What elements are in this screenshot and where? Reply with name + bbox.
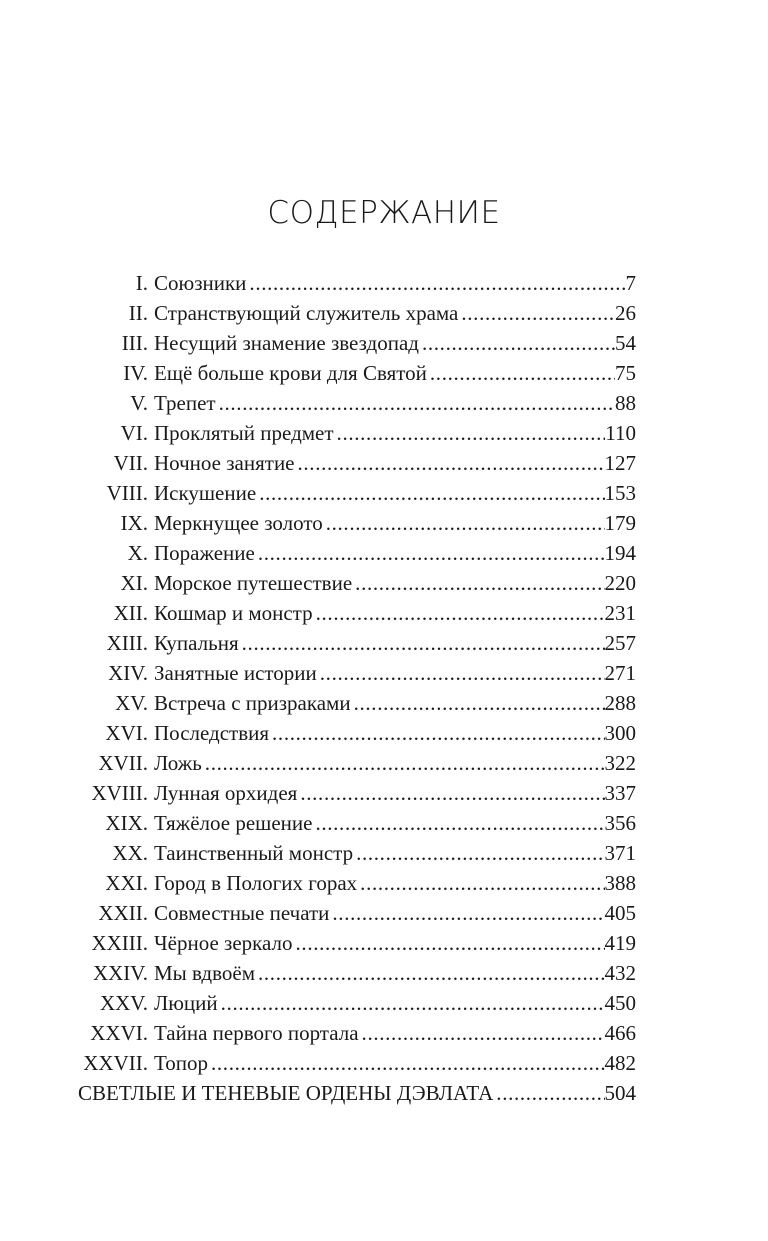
- dot-leader: [329, 898, 604, 928]
- dot-leader: [352, 568, 604, 598]
- chapter-number: XX.: [112, 841, 148, 865]
- chapter-title: Лунная орхидея: [154, 781, 298, 805]
- toc-entry[interactable]: [70, 868, 636, 898]
- toc-entry[interactable]: [70, 328, 636, 358]
- chapter-title: Кошмар и монстр: [154, 601, 313, 625]
- chapter-title: Проклятый предмет: [154, 421, 334, 445]
- chapter-title: Странствующий служитель храма: [154, 301, 459, 325]
- dot-leader: [353, 838, 604, 868]
- chapter-number: XI.: [120, 571, 148, 595]
- dot-leader: [269, 718, 604, 748]
- chapter-title: Трепет: [154, 391, 216, 415]
- toc-entry[interactable]: [70, 718, 636, 748]
- toc-entry[interactable]: [70, 538, 636, 568]
- dot-leader: [419, 328, 615, 358]
- chapter-number: XIII.: [106, 631, 148, 655]
- page-number: 300: [604, 721, 636, 745]
- page-number: 450: [604, 991, 636, 1015]
- page-number: 288: [604, 691, 636, 715]
- dot-leader: [493, 1078, 604, 1108]
- dot-leader: [317, 658, 605, 688]
- chapter-number: II.: [128, 301, 148, 325]
- page-number: 110: [605, 421, 636, 445]
- toc-entry[interactable]: [70, 448, 636, 478]
- chapter-title: Топор: [154, 1051, 208, 1075]
- dot-leader: [246, 268, 625, 298]
- dot-leader: [202, 748, 605, 778]
- page-number: 466: [604, 1021, 636, 1045]
- toc-entry[interactable]: [70, 1048, 636, 1078]
- page-title: СОДЕРЖАНИЕ: [267, 195, 501, 231]
- toc-entry[interactable]: [70, 958, 636, 988]
- dot-leader: [216, 388, 615, 418]
- page-number: 153: [604, 481, 636, 505]
- page-number: 271: [604, 661, 636, 685]
- appendix-title: СВЕТЛЫЕ И ТЕНЕВЫЕ ОРДЕНЫ ДЭВЛАТА: [78, 1081, 494, 1105]
- toc-entry[interactable]: [70, 838, 636, 868]
- chapter-title: Последствия: [154, 721, 270, 745]
- page-number: 220: [604, 571, 636, 595]
- dot-leader: [255, 538, 605, 568]
- toc-entry[interactable]: [70, 658, 636, 688]
- chapter-number: XVII.: [98, 751, 148, 775]
- chapter-number: XVIII.: [91, 781, 148, 805]
- chapter-title: Ложь: [154, 751, 202, 775]
- page-number: 257: [604, 631, 636, 655]
- page-number: 388: [604, 871, 636, 895]
- page-number: 432: [604, 961, 636, 985]
- toc-entry[interactable]: [70, 808, 636, 838]
- dot-leader: [295, 448, 605, 478]
- page-number: 322: [604, 751, 636, 775]
- toc-entry[interactable]: [70, 568, 636, 598]
- page-number: 482: [604, 1051, 636, 1075]
- page-number: 337: [604, 781, 636, 805]
- chapter-number: VI.: [120, 421, 148, 445]
- toc-entry-appendix[interactable]: [70, 1078, 636, 1108]
- dot-leader: [256, 478, 604, 508]
- page-number: 504: [604, 1081, 636, 1105]
- chapter-title: Таинственный монстр: [154, 841, 354, 865]
- toc-entry[interactable]: [70, 688, 636, 718]
- page-number: 405: [604, 901, 636, 925]
- chapter-number: I.: [135, 271, 148, 295]
- dot-leader: [334, 418, 606, 448]
- chapter-number: VII.: [113, 451, 148, 475]
- dot-leader: [208, 1048, 605, 1078]
- dot-leader: [293, 928, 605, 958]
- toc-entry[interactable]: [70, 748, 636, 778]
- chapter-title: Морское путешествие: [154, 571, 353, 595]
- toc-entry[interactable]: [70, 268, 636, 298]
- chapter-title: Несущий знамение звездопад: [154, 331, 419, 355]
- dot-leader: [323, 508, 605, 538]
- page-number: 419: [604, 931, 636, 955]
- page-number: 179: [604, 511, 636, 535]
- toc-entry[interactable]: [70, 508, 636, 538]
- dot-leader: [297, 778, 604, 808]
- chapter-title: Тайна первого портала: [154, 1021, 359, 1045]
- chapter-title: Город в Пологих горах: [154, 871, 358, 895]
- toc-entry[interactable]: [70, 388, 636, 418]
- chapter-number: XII.: [113, 601, 148, 625]
- toc-entry[interactable]: [70, 928, 636, 958]
- chapter-title: Люций: [154, 991, 218, 1015]
- toc-entry[interactable]: [70, 628, 636, 658]
- dot-leader: [357, 868, 604, 898]
- chapter-number: XIV.: [108, 661, 148, 685]
- chapter-number: III.: [121, 331, 148, 355]
- page-number: 7: [625, 271, 636, 295]
- page-number: 26: [615, 301, 636, 325]
- chapter-title: Встреча с призраками: [154, 691, 351, 715]
- page-number: 75: [615, 361, 636, 385]
- chapter-number: VIII.: [106, 481, 148, 505]
- page-number: 356: [604, 811, 636, 835]
- chapter-title: Союзники: [154, 271, 247, 295]
- chapter-title: Тяжёлое решение: [154, 811, 313, 835]
- chapter-title: Поражение: [154, 541, 255, 565]
- chapter-number: XVI.: [105, 721, 148, 745]
- chapter-number: IX.: [120, 511, 148, 535]
- chapter-title: Чёрное зеркало: [154, 931, 293, 955]
- dot-leader: [427, 358, 615, 388]
- chapter-number: XXV.: [99, 991, 148, 1015]
- chapter-number: XXIII.: [91, 931, 148, 955]
- dot-leader: [458, 298, 615, 328]
- chapter-title: Мы вдвоём: [154, 961, 255, 985]
- toc-entry[interactable]: [70, 358, 636, 388]
- table-of-contents: [70, 268, 636, 1108]
- chapter-number: V.: [130, 391, 148, 415]
- page-number: 194: [604, 541, 636, 565]
- dot-leader: [313, 598, 605, 628]
- toc-entry[interactable]: [70, 778, 636, 808]
- toc-entry[interactable]: [70, 988, 636, 1018]
- chapter-number: XXVI.: [90, 1021, 148, 1045]
- chapter-title: Купальня: [154, 631, 239, 655]
- toc-entry[interactable]: [70, 478, 636, 508]
- chapter-number: XXVII.: [83, 1051, 148, 1075]
- chapter-number: XV.: [115, 691, 148, 715]
- chapter-number: XXII.: [98, 901, 148, 925]
- dot-leader: [351, 688, 605, 718]
- chapter-title: Ночное занятие: [154, 451, 295, 475]
- toc-entry[interactable]: [70, 1018, 636, 1048]
- dot-leader: [218, 988, 605, 1018]
- chapter-title: Занятные истории: [154, 661, 317, 685]
- chapter-number: XXI.: [105, 871, 148, 895]
- page-number: 371: [604, 841, 636, 865]
- chapter-title: Совместные печати: [154, 901, 330, 925]
- dot-leader: [255, 958, 605, 988]
- toc-entry[interactable]: [70, 298, 636, 328]
- toc-entry[interactable]: [70, 598, 636, 628]
- chapter-title: Искушение: [154, 481, 257, 505]
- page-number: 231: [604, 601, 636, 625]
- page-number: 54: [615, 331, 636, 355]
- chapter-title: Меркнущее золото: [154, 511, 323, 535]
- chapter-number: IV.: [123, 361, 148, 385]
- dot-leader: [359, 1018, 605, 1048]
- toc-entry[interactable]: [70, 898, 636, 928]
- dot-leader: [312, 808, 604, 838]
- toc-entry[interactable]: [70, 418, 636, 448]
- dot-leader: [239, 628, 605, 658]
- chapter-number: XXIV.: [92, 961, 148, 985]
- page-number: 88: [615, 391, 636, 415]
- page-number: 127: [604, 451, 636, 475]
- chapter-number: X.: [127, 541, 148, 565]
- chapter-number: XIX.: [105, 811, 148, 835]
- chapter-title: Ещё больше крови для Святой: [154, 361, 427, 385]
